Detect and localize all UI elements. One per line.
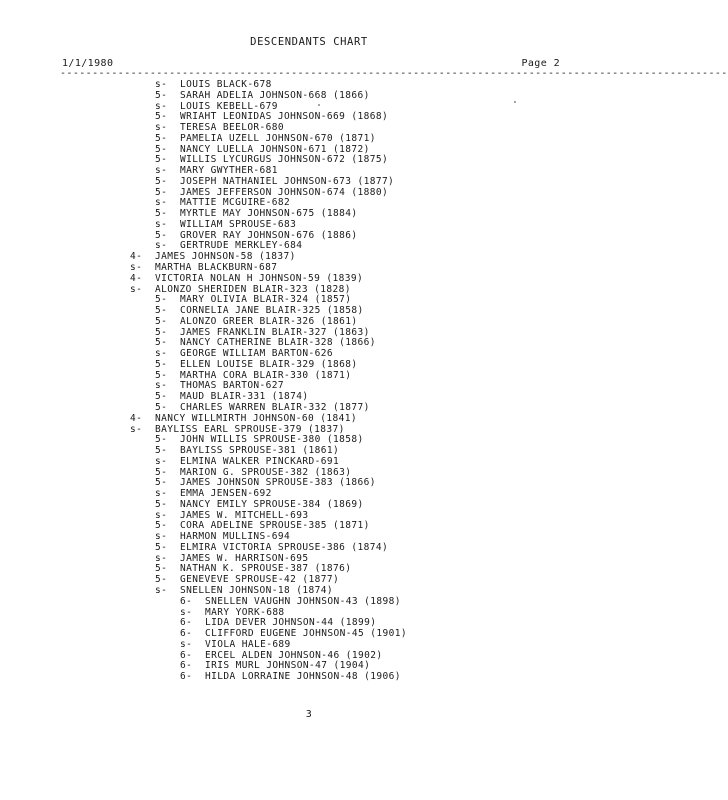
list-item: [0, 188, 618, 199]
person-entry: BAYLISS EARL SPROUSE-379 (1837): [155, 423, 345, 435]
list-item: [0, 478, 618, 489]
generation-code: 4-: [130, 412, 143, 424]
generation-code: s-: [180, 606, 193, 618]
person-entry: NATHAN K. SPROUSE-387 (1876): [180, 563, 352, 575]
person-entry: JOSEPH NATHANIEL JOHNSON-673 (1877): [180, 175, 395, 187]
generation-code: 5-: [155, 175, 168, 187]
person-entry: BAYLISS SPROUSE-381 (1861): [180, 445, 340, 457]
person-entry: JOHN WILLIS SPROUSE-380 (1858): [180, 434, 364, 446]
person-entry: JAMES W. HARRISON-695: [180, 552, 309, 564]
person-entry: ELMINA WALKER PINCKARD-691: [180, 455, 340, 467]
person-entry: MARY YORK-688: [205, 606, 285, 618]
generation-code: 5-: [155, 563, 168, 575]
person-entry: GENEVEVE SPROUSE-42 (1877): [180, 574, 340, 586]
person-entry: SNELLEN VAUGHN JOHNSON-43 (1898): [205, 595, 401, 607]
generation-code: s-: [155, 348, 168, 360]
list-item: [0, 543, 618, 554]
person-entry: GROVER RAY JOHNSON-676 (1886): [180, 229, 358, 241]
list-item: [0, 274, 618, 285]
generation-code: 6-: [180, 595, 193, 607]
generation-code: 5-: [155, 326, 168, 338]
generation-code: s-: [155, 552, 168, 564]
generation-code: s-: [155, 240, 168, 252]
generation-code: s-: [155, 197, 168, 209]
list-item: [0, 252, 618, 263]
generation-code: s-: [155, 531, 168, 543]
generation-code: 5-: [155, 305, 168, 317]
scan-speck: [514, 101, 516, 103]
generation-code: 5-: [155, 498, 168, 510]
person-entry: ELLEN LOUISE BLAIR-329 (1868): [180, 358, 358, 370]
generation-code: 4-: [130, 272, 143, 284]
generation-code: s-: [155, 584, 168, 596]
person-entry: IRIS MURL JOHNSON-47 (1904): [205, 660, 371, 672]
list-item: [0, 640, 618, 651]
person-entry: GEORGE WILLIAM BARTON-626: [180, 348, 333, 360]
generation-code: s-: [155, 380, 168, 392]
generation-code: 5-: [155, 315, 168, 327]
page-title: DESCENDANTS CHART: [250, 36, 368, 48]
person-entry: NANCY WILLMIRTH JOHNSON-60 (1841): [155, 412, 357, 424]
person-entry: CORNELIA JANE BLAIR-325 (1858): [180, 305, 364, 317]
descendant-list: [0, 80, 618, 683]
person-entry: SARAH ADELIA JOHNSON-668 (1866): [180, 89, 370, 101]
generation-code: 5-: [155, 132, 168, 144]
list-item: [0, 629, 618, 640]
person-entry: JAMES JEFFERSON JOHNSON-674 (1880): [180, 186, 389, 198]
list-item: [0, 209, 618, 220]
generation-code: s-: [155, 488, 168, 500]
list-item: [0, 134, 618, 145]
person-entry: EMMA JENSEN-692: [180, 488, 272, 500]
page-label: Page 2: [521, 58, 560, 69]
list-item: [0, 112, 618, 123]
person-entry: VIOLA HALE-689: [205, 638, 291, 650]
person-entry: LOUIS BLACK-678: [180, 79, 272, 90]
generation-code: 5-: [155, 541, 168, 553]
generation-code: 5-: [155, 143, 168, 155]
generation-code: 5-: [155, 111, 168, 123]
generation-code: 5-: [155, 358, 168, 370]
person-entry: JAMES JOHNSON-58 (1837): [155, 251, 296, 263]
generation-code: 6-: [180, 671, 193, 683]
generation-code: 5-: [155, 445, 168, 457]
generation-code: 6-: [180, 617, 193, 629]
generation-code: s-: [130, 423, 143, 435]
generation-code: 5-: [155, 401, 168, 413]
person-entry: ERCEL ALDEN JOHNSON-46 (1902): [205, 649, 383, 661]
person-entry: MARY OLIVIA BLAIR-324 (1857): [180, 294, 352, 306]
person-entry: PAMELIA UZELL JOHNSON-670 (1871): [180, 132, 376, 144]
generation-code: 5-: [155, 186, 168, 198]
scan-speck: [318, 104, 320, 106]
person-entry: JAMES FRANKLIN BLAIR-327 (1863): [180, 326, 370, 338]
generation-code: 5-: [155, 369, 168, 381]
page-number: 3: [305, 709, 313, 720]
generation-code: 5-: [155, 466, 168, 478]
person-entry: MARY GWYTHER-681: [180, 165, 278, 177]
person-entry: MATTIE MCGUIRE-682: [180, 197, 291, 209]
generation-code: 5-: [155, 574, 168, 586]
generation-code: 6-: [180, 628, 193, 640]
person-entry: WILLIAM SPROUSE-683: [180, 218, 297, 230]
person-entry: WILLIS LYCURGUS JOHNSON-672 (1875): [180, 154, 389, 166]
person-entry: CLIFFORD EUGENE JOHNSON-45 (1901): [205, 628, 407, 640]
generation-code: 5-: [155, 89, 168, 101]
person-entry: JAMES JOHNSON SPROUSE-383 (1866): [180, 477, 376, 489]
generation-code: 5-: [155, 208, 168, 220]
list-item: [0, 672, 618, 683]
person-entry: NANCY CATHERINE BLAIR-328 (1866): [180, 337, 376, 349]
person-entry: MYRTLE MAY JOHNSON-675 (1884): [180, 208, 358, 220]
person-entry: HARMON MULLINS-694: [180, 531, 291, 543]
list-item: [0, 597, 618, 608]
person-entry: NANCY EMILY SPROUSE-384 (1869): [180, 498, 364, 510]
list-item: [0, 414, 618, 425]
generation-code: 6-: [180, 649, 193, 661]
person-entry: ELMIRA VICTORIA SPROUSE-386 (1874): [180, 541, 389, 553]
generation-code: s-: [155, 122, 168, 134]
generation-code: s-: [130, 262, 143, 274]
list-item: [0, 317, 618, 328]
person-entry: TERESA BEELOR-680: [180, 122, 285, 134]
generation-code: 4-: [130, 251, 143, 263]
generation-code: s-: [155, 455, 168, 467]
person-entry: MARTHA BLACKBURN-687: [155, 262, 278, 274]
generation-code: 5-: [155, 294, 168, 306]
person-entry: VICTORIA NOLAN H JOHNSON-59 (1839): [155, 272, 364, 284]
person-entry: ALONZO GREER BLAIR-326 (1861): [180, 315, 358, 327]
generation-code: 5-: [155, 477, 168, 489]
list-item: [0, 381, 618, 392]
list-item: [0, 155, 618, 166]
generation-code: s-: [130, 283, 143, 295]
generation-code: 5-: [155, 229, 168, 241]
person-entry: THOMAS BARTON-627: [180, 380, 285, 392]
chart-date: 1/1/1980: [62, 58, 114, 69]
list-item: [0, 91, 618, 102]
list-item: [0, 500, 618, 511]
person-entry: LIDA DEVER JOHNSON-44 (1899): [205, 617, 377, 629]
generation-code: 5-: [155, 337, 168, 349]
generation-code: 6-: [180, 660, 193, 672]
list-item: [0, 371, 618, 382]
generation-code: s-: [180, 638, 193, 650]
person-entry: MARTHA CORA BLAIR-330 (1871): [180, 369, 352, 381]
person-entry: CHARLES WARREN BLAIR-332 (1877): [180, 401, 370, 413]
list-item: [0, 241, 618, 252]
person-entry: HILDA LORRAINE JOHNSON-48 (1906): [205, 671, 401, 683]
person-entry: GERTRUDE MERKLEY-684: [180, 240, 303, 252]
generation-code: 5-: [155, 520, 168, 532]
generation-code: s-: [155, 509, 168, 521]
list-item: [0, 521, 618, 532]
generation-code: s-: [155, 100, 168, 112]
generation-code: 5-: [155, 154, 168, 166]
person-entry: ALONZO SHERIDEN BLAIR-323 (1828): [155, 283, 351, 295]
person-entry: CORA ADELINE SPROUSE-385 (1871): [180, 520, 370, 532]
person-entry: MARION G. SPROUSE-382 (1863): [180, 466, 352, 478]
dashed-divider: --------------------------------------------------------------------------------------------------------: [60, 68, 728, 79]
person-entry: JAMES W. MITCHELL-693: [180, 509, 309, 521]
person-entry: MAUD BLAIR-331 (1874): [180, 391, 309, 403]
generation-code: s-: [155, 165, 168, 177]
person-entry: SNELLEN JOHNSON-18 (1874): [180, 584, 333, 596]
generation-code: 5-: [155, 434, 168, 446]
generation-code: s-: [155, 79, 168, 90]
generation-code: 5-: [155, 391, 168, 403]
person-entry: NANCY LUELLA JOHNSON-671 (1872): [180, 143, 370, 155]
list-item: [0, 457, 618, 468]
person-entry: WRIAHT LEONIDAS JOHNSON-669 (1868): [180, 111, 389, 123]
person-entry: LOUIS KEBELL-679: [180, 100, 278, 112]
generation-code: s-: [155, 218, 168, 230]
list-item: [0, 231, 618, 242]
